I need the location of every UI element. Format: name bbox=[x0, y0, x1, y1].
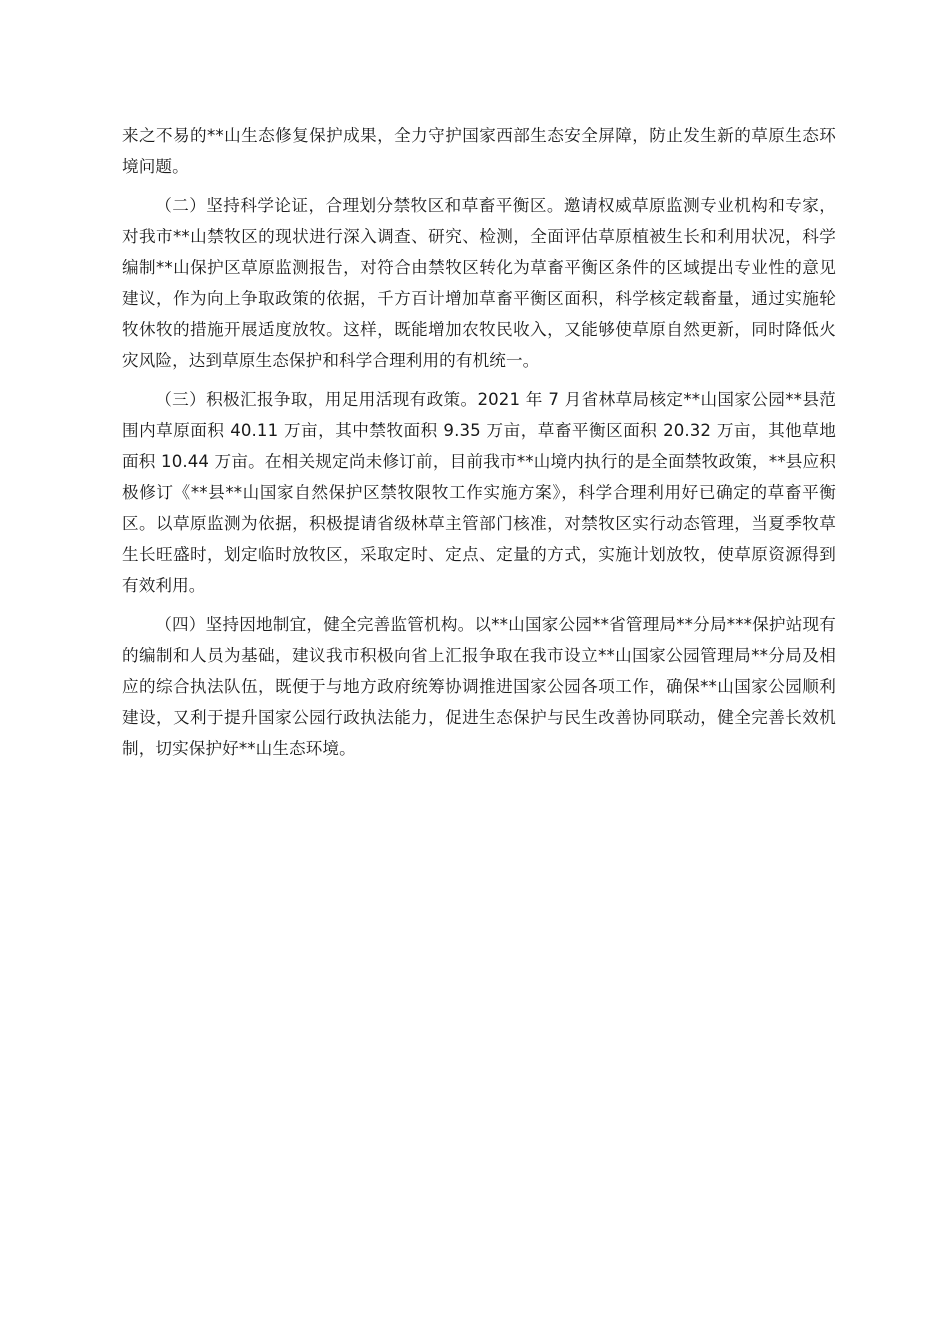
paragraph-section-4: （四）坚持因地制宜，健全完善监管机构。以**山国家公园**省管理局**分局***保护站现有的编制和人员为基础，建议我市积极向省上汇报争取在我市设立**山国家公园管理局**分局及相应的综合执法队伍，既便于与地方政府统筹协调推进国家公园各项工作，确保**山国家公园顺利建设，又利于提升国家公园行政执法能力，促进生态保护与民生改善协同联动，健全完善长效机制，切实保护好**山生态环境。 bbox=[122, 615, 836, 758]
paragraph-continuation: 来之不易的**山生态修复保护成果，全力守护国家西部生态安全屏障，防止发生新的草原生态环境问题。 bbox=[122, 126, 836, 176]
document-body bbox=[122, 120, 836, 764]
paragraph-section-3: （三）积极汇报争取，用足用活现有政策。2021 年 7 月省林草局核定**山国家公园**县范围内草原面积 40.11 万亩，其中禁牧面积 9.35 万亩，草畜平衡区面积 20.32 万亩，其他草地面积 10.44 万亩。在相关规定尚未修订前，目前我市**山境内执行的是全面禁牧政策，**县应积极修订《**县**山国家自然保护区禁牧限牧工作实施方案》，科学合理利用好已确定的草畜平衡区。以草原监测为依据，积极提请省级林草主管部门核准，对禁牧区实行动态管理，当夏季牧草生长旺盛时，划定临时放牧区，采取定时、定点、定量的方式，实施计划放牧，使草原资源得到有效利用。 bbox=[122, 390, 836, 595]
paragraph-section-2: （二）坚持科学论证，合理划分禁牧区和草畜平衡区。邀请权威草原监测专业机构和专家，对我市**山禁牧区的现状进行深入调查、研究、检测，全面评估草原植被生长和利用状况，科学编制**山保护区草原监测报告，对符合由禁牧区转化为草畜平衡区条件的区域提出专业性的意见建议，作为向上争取政策的依据，千方百计增加草畜平衡区面积，科学核定载畜量，通过实施轮牧休牧的措施开展适度放牧。这样，既能增加农牧民收入，又能够使草原自然更新，同时降低火灾风险，达到草原生态保护和科学合理利用的有机统一。 bbox=[122, 196, 836, 370]
